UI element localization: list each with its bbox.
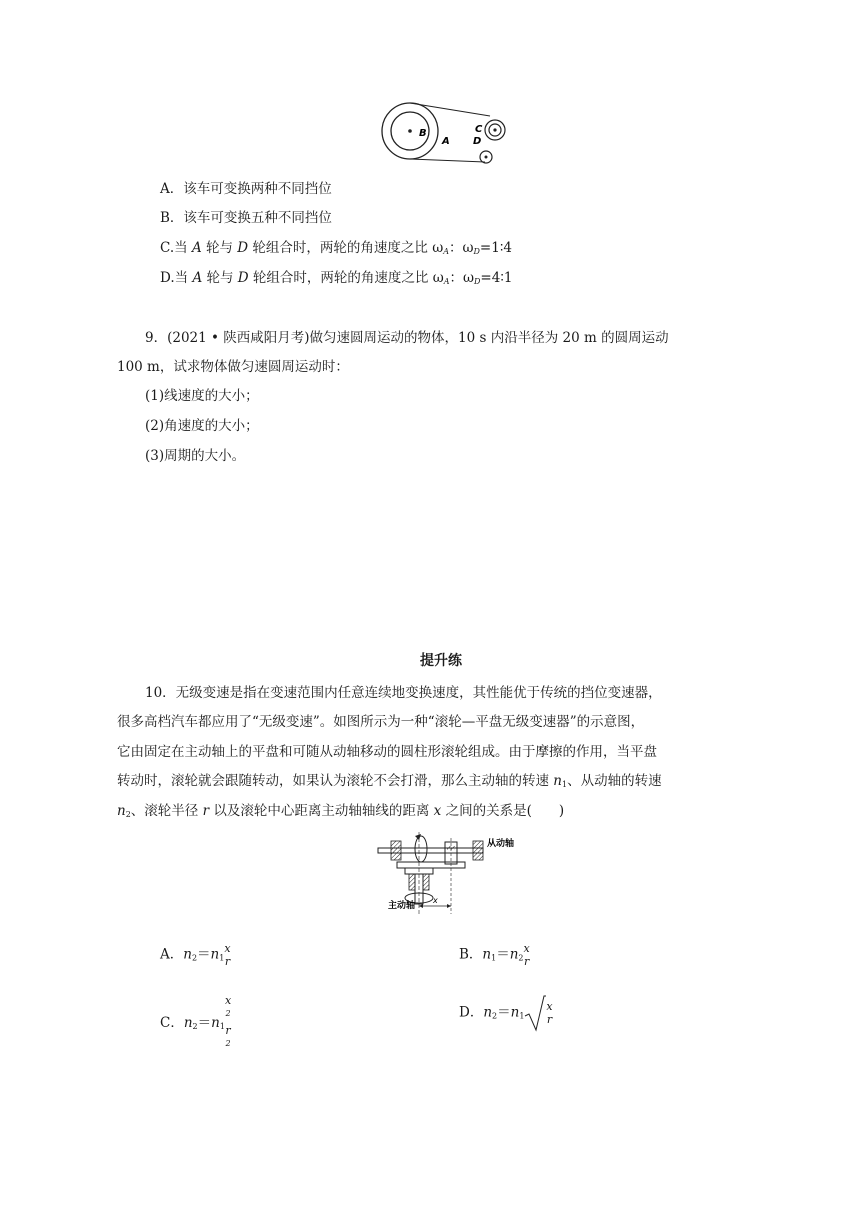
q8c-ratio: =1∶4 [479, 240, 512, 256]
opt-b-label: B． [459, 946, 483, 963]
section-title: 提升练 [420, 653, 462, 669]
q8c-a: A [191, 240, 202, 256]
q8d-sub-a: A [443, 277, 450, 286]
opt-c-label: C． [160, 1015, 184, 1032]
q10-line4 [117, 769, 662, 789]
q8d-colon: ：ω [449, 270, 474, 286]
q10-option-c [160, 994, 231, 1053]
label-c: C [475, 124, 483, 135]
opt-d-den: r [546, 1013, 553, 1026]
q10-option-d [459, 994, 553, 1032]
rotation-arrowhead [415, 834, 421, 840]
opt-c-rhs: n [211, 1015, 220, 1032]
opt-c-rhs-sub: 1 [219, 1022, 225, 1032]
q8d-ratio: =4∶1 [480, 270, 513, 286]
q8d-sub-d: D [474, 277, 481, 286]
q10-l4-n: n [553, 773, 562, 789]
q9-sub2: (2)角速度的大小； [145, 418, 259, 434]
opt-b-rhs-sub: 2 [518, 953, 524, 963]
q10-l5-sub: 2 [125, 810, 131, 819]
label-d: D [473, 136, 482, 147]
opt-d-eq: ＝ [497, 1004, 511, 1021]
q8c-post: 轮组合时，两轮的角速度之比 ω [248, 240, 444, 256]
opt-b-fraction [524, 942, 530, 968]
opt-c-num-wrap [225, 994, 231, 1024]
q10-l5-n: n [117, 803, 126, 819]
opt-c-fraction [225, 994, 231, 1053]
q8d-mid: 轮与 [202, 270, 238, 286]
opt-a-den: r [224, 955, 231, 968]
opt-a-label: A． [160, 946, 184, 963]
rotation-arrow-top [415, 836, 427, 862]
q9-sub1: (1)线速度的大小； [145, 388, 259, 404]
q8-option-b: B．该车可变换五种不同挡位 [160, 210, 332, 226]
label-a: A [442, 136, 450, 147]
q10-option-b [459, 942, 530, 968]
q10-line3: 它由固定在主动轴上的平盘和可随从动轴移动的圆柱形滚轮组成。由于摩擦的作用，当平盘 [117, 744, 657, 760]
opt-c-den-wrap [225, 1024, 231, 1054]
opt-c-lhs-sub: 2 [192, 1022, 198, 1032]
label-driven-shaft: 从动轴 [487, 839, 515, 849]
q8d-d: D [237, 270, 249, 286]
q8d-post: 轮组合时，两轮的角速度之比 ω [248, 270, 444, 286]
q10-line1: 10．无级变速是指在变速范围内任意连续地变换速度，其性能优于传统的挡位变速器， [145, 685, 662, 701]
q8-option-d [160, 266, 512, 286]
opt-b-lhs-sub: 1 [491, 953, 497, 963]
opt-d-lhs: n [483, 1004, 493, 1021]
opt-c-eq: ＝ [197, 1015, 212, 1032]
q9-line1: 9．(2021 • 陕西咸阳月考)做匀速圆周运动的物体，10 s 内沿半径为 20 m 的圆周运动 [145, 330, 669, 346]
belt-bottom [410, 159, 485, 162]
opt-d-num: x [546, 1000, 553, 1013]
opt-c-den-sup: 2 [225, 1038, 231, 1048]
bearing-right [473, 841, 483, 860]
opt-b-rhs: n [509, 946, 519, 963]
opt-b-num: x [523, 942, 530, 955]
q9-line2: 100 m，试求物体做匀速圆周运动时： [117, 359, 349, 375]
opt-a-rhs-sub: 1 [219, 953, 225, 963]
q10-l5-x: x [433, 803, 442, 819]
opt-a-num: x [224, 942, 231, 955]
opt-b-eq: ＝ [496, 946, 510, 963]
q8c-mid: 轮与 [201, 240, 238, 256]
opt-b-den: r [523, 955, 530, 968]
wheel-cd-center-dot [493, 128, 496, 131]
q10-l5b: 以及滚轮中心距离主动轴轴线的距离 [209, 803, 434, 819]
label-b: B [419, 128, 427, 139]
q10-l4a: 转动时，滚轮就会跟随转动，如果认为滚轮不会打滑，那么主动轴的转速 [117, 773, 554, 789]
q10-l4-sub: 1 [562, 780, 568, 789]
opt-d-rhs: n [510, 1004, 520, 1021]
disc [397, 862, 465, 868]
opt-a-rhs: n [210, 946, 220, 963]
q8-option-a: A．该车可变换两种不同挡位 [160, 181, 332, 197]
q10-line5 [117, 799, 564, 819]
q8c-sub-d: D [473, 247, 480, 256]
q8d-pre: D.当 [160, 270, 193, 286]
opt-a-eq: ＝ [197, 946, 211, 963]
q9-sub3: (3)周期的大小。 [145, 448, 246, 464]
belt-top [410, 103, 490, 116]
opt-d-label: D． [459, 1004, 484, 1021]
sqrt-radical-icon [524, 994, 546, 1032]
label-x: x [433, 896, 438, 905]
q8c-sub-a: A [443, 247, 449, 256]
wheel-center-dot [408, 129, 412, 133]
q8c-d: D [237, 240, 249, 256]
opt-a-lhs: n [183, 946, 192, 963]
q8-option-c [160, 236, 512, 256]
bearing-left [391, 841, 401, 860]
opt-a-fraction [224, 942, 230, 968]
opt-d-fraction [546, 1000, 552, 1026]
q10-line2: 很多高档汽车都应用了“无级变速”。如图所示为一种“滚轮—平盘无级变速器”的示意图， [117, 714, 645, 730]
idler-center-dot [485, 156, 488, 159]
gear-pulley-figure [380, 100, 510, 166]
q8c-pre: C.当 [160, 240, 192, 256]
opt-c-num: x [224, 994, 232, 1007]
q10-l5c: 之间的关系是( ) [441, 803, 565, 819]
q8d-a: A [192, 270, 203, 286]
opt-c-den: r [225, 1023, 231, 1037]
q10-l5-r: r [202, 803, 210, 819]
q10-l4b: 、从动轴的转速 [567, 773, 662, 789]
opt-d-rhs-sub: 1 [519, 1011, 525, 1021]
cvt-figure [375, 832, 530, 914]
opt-a-lhs-sub: 2 [191, 953, 198, 963]
q8c-colon: ：ω [448, 240, 474, 256]
x-arrow-right [447, 904, 451, 908]
label-drive-shaft: 主动轴 [388, 901, 416, 911]
opt-d-lhs-sub: 2 [492, 1011, 498, 1021]
opt-b-lhs: n [482, 946, 492, 963]
q10-option-a [160, 942, 231, 968]
x-arrow-left [419, 904, 423, 908]
opt-c-lhs: n [183, 1015, 193, 1032]
q10-l5a: 、滚轮半径 [130, 803, 203, 819]
opt-c-num-sup: 2 [225, 1009, 231, 1018]
